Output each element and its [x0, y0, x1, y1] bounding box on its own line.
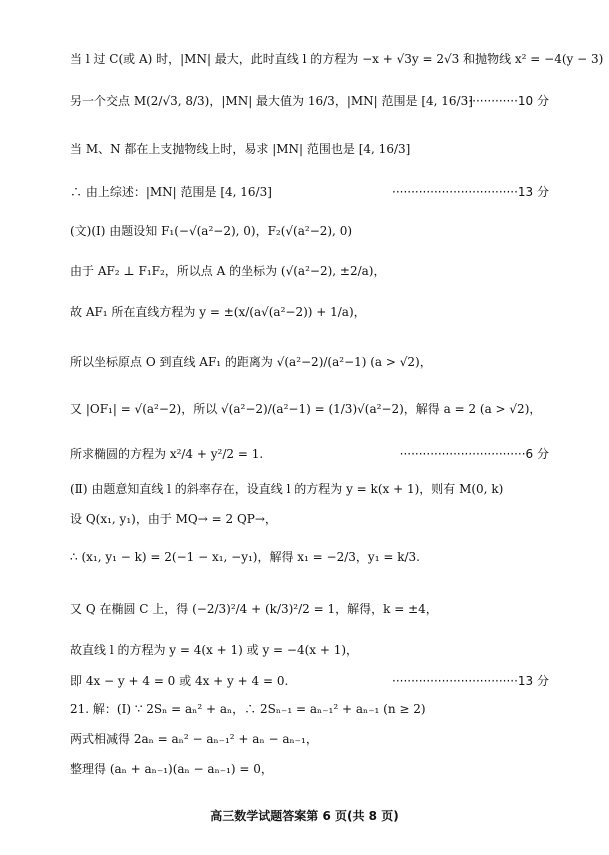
solution-line-7: 故 AF₁ 所在直线方程为 y = ±(x/(a√(a²−2)) + 1/a)， [70, 305, 366, 319]
solution-line-5: (文)(Ⅰ) 由题设知 F₁(−√(a²−2), 0)，F₂(√(a²−2), 0) [70, 224, 353, 238]
solution-line-16: 即 4x − y + 4 = 0 或 4x + y + 4 = 0. [70, 674, 289, 688]
score-mark-6: ·································6 分 [399, 447, 549, 461]
solution-line-6: 由于 AF₂ ⊥ F₁F₂，所以点 A 的坐标为 (√(a²−2), ±2/a)， [70, 264, 386, 278]
solution-line-13: ∴ (x₁, y₁ − k) = 2(−1 − x₁, −y₁)，解得 x₁ = −2/3，y₁ = k/3. [70, 550, 420, 564]
score-mark-10: ··············10 分 [464, 94, 549, 108]
solution-line-12: 设 Q(x₁, y₁)，由于 MQ→ = 2 QP→， [70, 512, 277, 526]
page-footer: 高三数学试题答案第 6 页(共 8 页) [210, 809, 399, 823]
solution-line-18: 两式相减得 2aₙ = aₙ² − aₙ₋₁² + aₙ − aₙ₋₁， [70, 732, 318, 746]
solution-line-10: 所求椭圆的方程为 x²/4 + y²/2 = 1. [70, 447, 264, 461]
solution-line-19: 整理得 (aₙ + aₙ₋₁)(aₙ − aₙ₋₁) = 0， [70, 762, 273, 776]
solution-line-17: 21. 解：(Ⅰ) ∵ 2Sₙ = aₙ² + aₙ，∴ 2Sₙ₋₁ = aₙ₋₁² + aₙ₋₁ (n ≥ 2) [70, 702, 426, 716]
solution-line-14: 又 Q 在椭圆 C 上，得 (−2/3)²/4 + (k/3)²/2 = 1，解得，k = ±4， [70, 602, 438, 616]
solution-line-4: ∴ 由上综述：|MN| 范围是 [4, 16/3] [70, 185, 272, 199]
solution-line-2: 另一个交点 M(2/√3, 8/3)，|MN| 最大值为 16/3，|MN| 范围是 [4, 16/3] [70, 94, 473, 108]
solution-line-11: (Ⅱ) 由题意知直线 l 的斜率存在，设直线 l 的方程为 y = k(x + 1)，则有 M(0, k) [70, 482, 504, 496]
score-mark-13-b: ·································13 分 [392, 674, 549, 688]
solution-line-1: 当 l 过 C(或 A) 时，|MN| 最大，此时直线 l 的方程为 −x + √3y = 2√3 和抛物线 x² = −4(y − 3) [70, 52, 604, 66]
solution-line-8: 所以坐标原点 O 到直线 AF₁ 的距离为 √(a²−2)/(a²−1) (a > √2)， [70, 355, 432, 369]
score-mark-13-a: ·································13 分 [392, 185, 549, 199]
solution-line-9: 又 |OF₁| = √(a²−2)，所以 √(a²−2)/(a²−1) = (1/3)√(a²−2)，解得 a = 2 (a > √2)， [70, 402, 542, 416]
solution-line-15: 故直线 l 的方程为 y = 4(x + 1) 或 y = −4(x + 1)， [70, 643, 359, 657]
solution-line-3: 当 M、N 都在上支抛物线上时，易求 |MN| 范围也是 [4, 16/3] [70, 142, 411, 156]
